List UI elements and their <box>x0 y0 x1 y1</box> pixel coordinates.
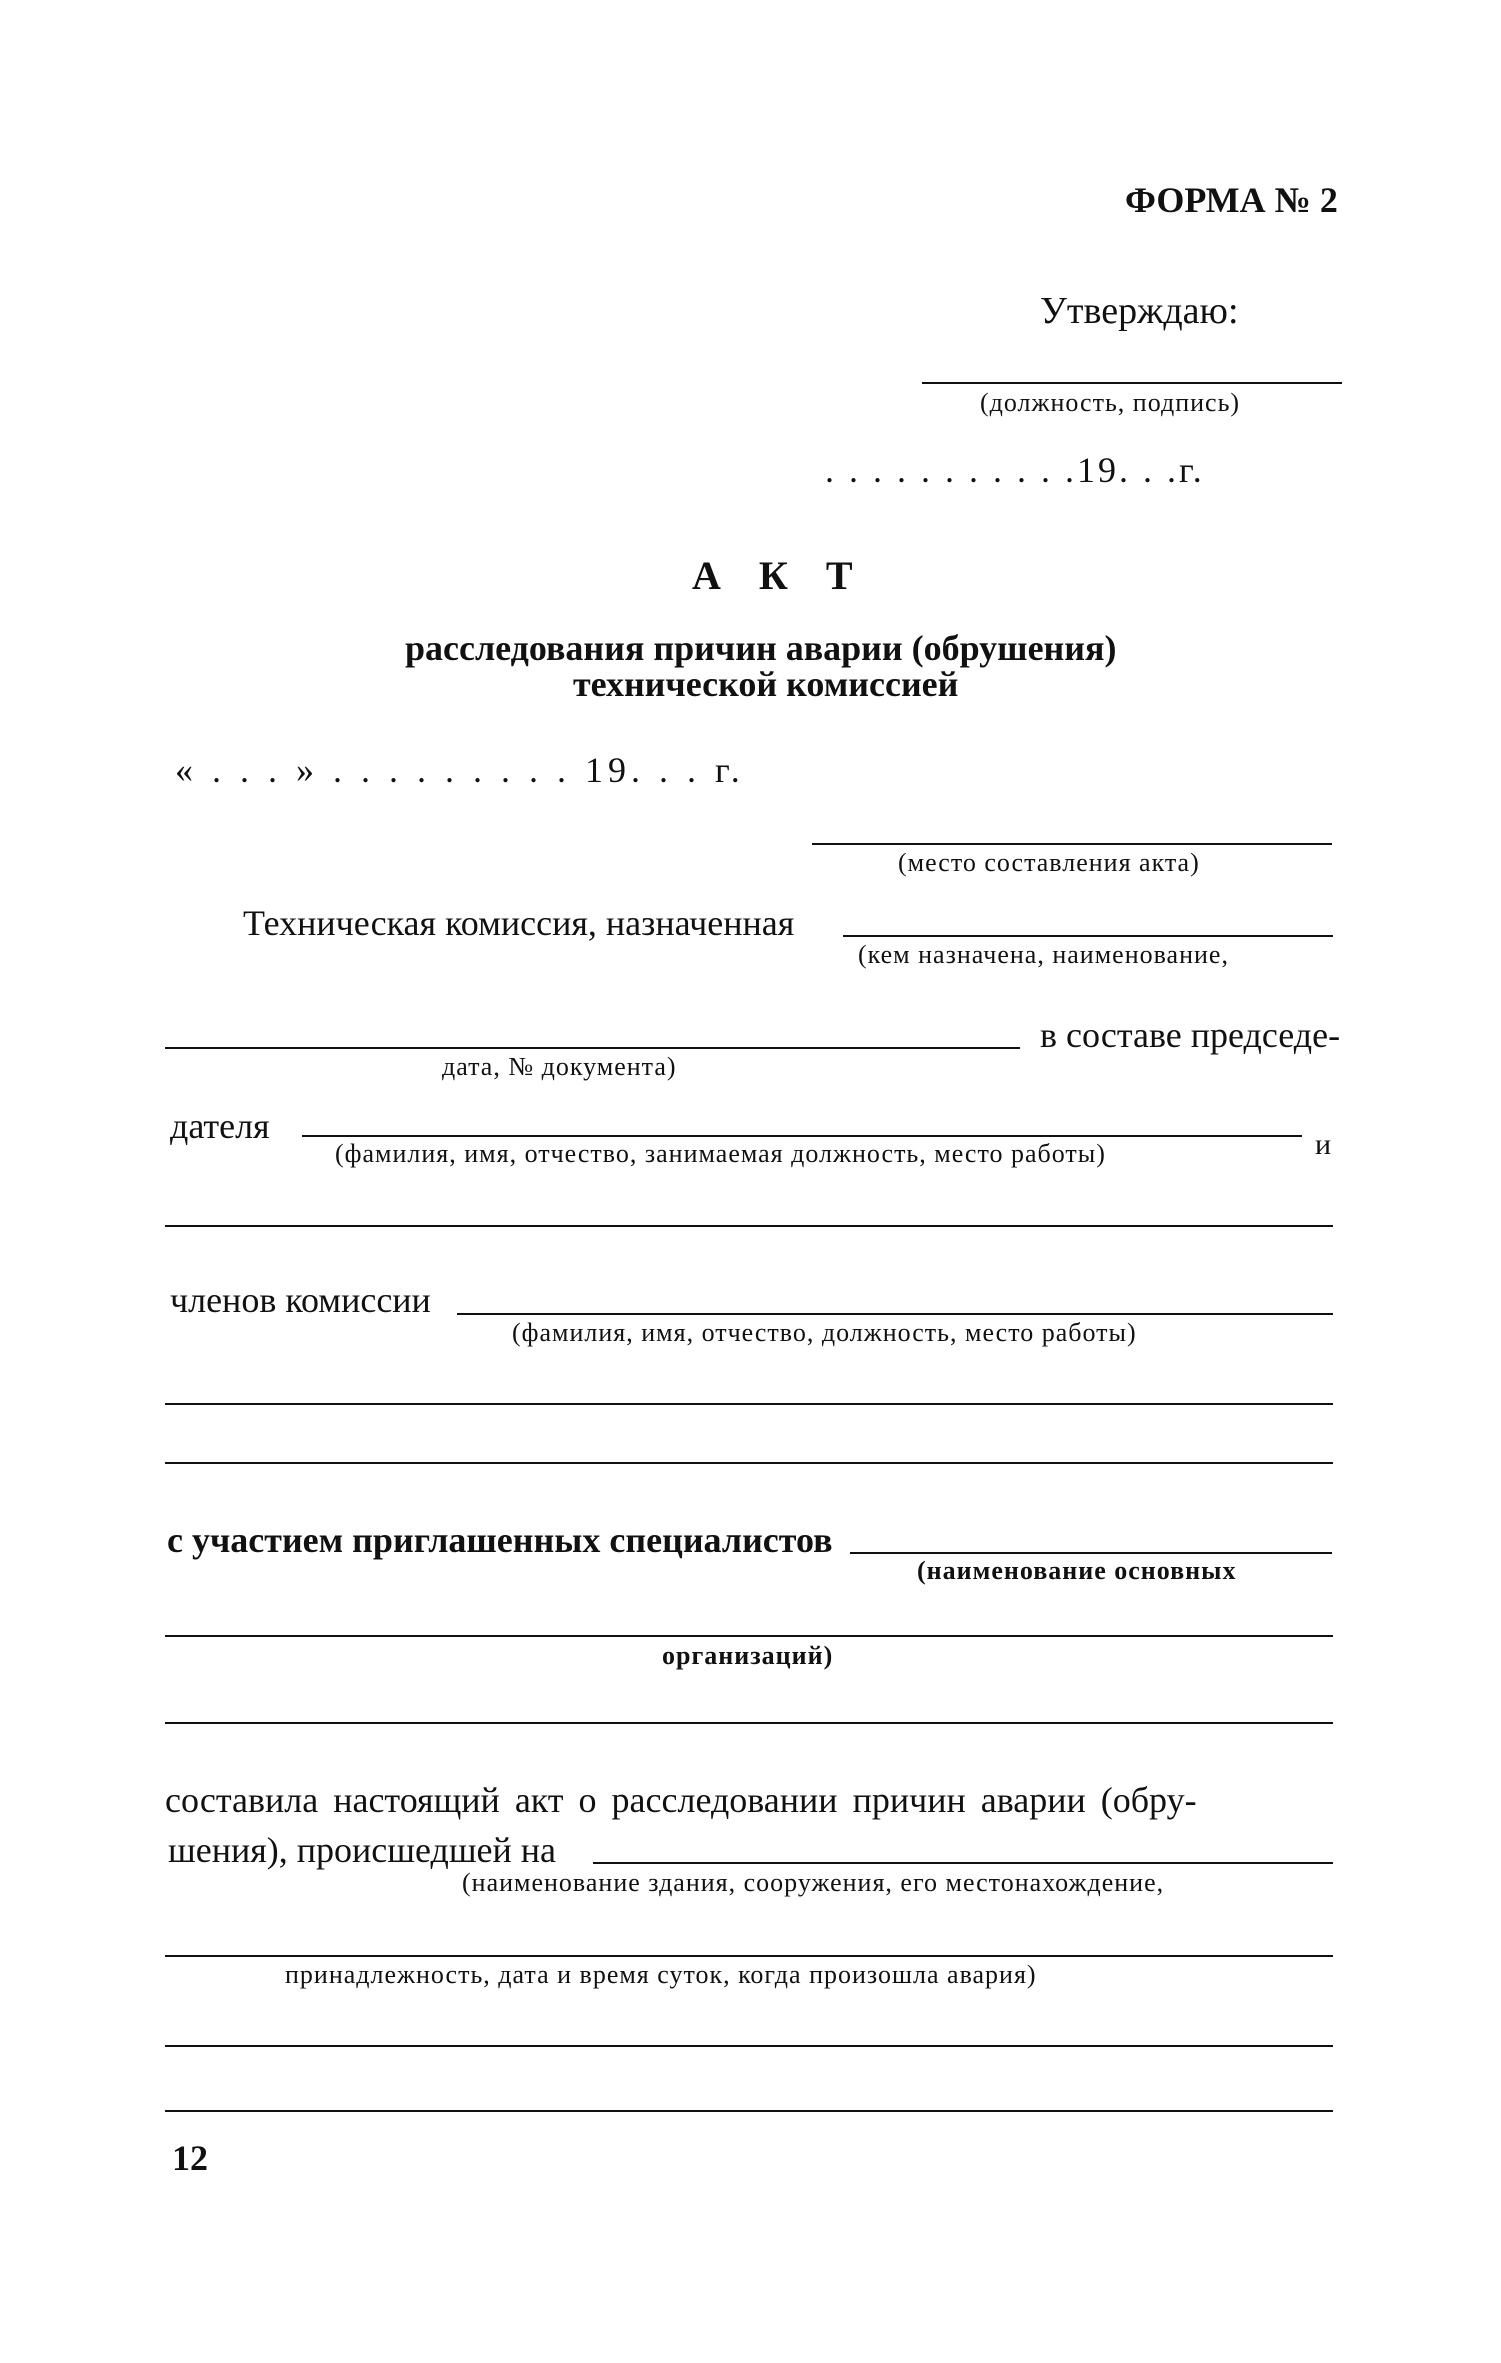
specialists-caption-1: (наименование основных <box>917 1556 1237 1585</box>
signature-line[interactable] <box>922 382 1342 384</box>
act-title: А К Т <box>692 553 867 598</box>
object-line-3[interactable] <box>165 2045 1333 2047</box>
specialists-caption-2: организаций) <box>662 1641 834 1670</box>
approve-label: Утверждаю: <box>1040 290 1239 332</box>
act-date: « . . . » . . . . . . . . . 19. . . г. <box>175 750 745 790</box>
object-line[interactable] <box>593 1862 1333 1864</box>
chairman-label: дателя <box>170 1106 270 1146</box>
form-number: ФОРМА № 2 <box>1125 180 1338 220</box>
chairman-caption: (фамилия, имя, отчество, занимаемая должность, место работы) <box>335 1139 1106 1168</box>
and-label: и <box>1315 1128 1332 1161</box>
appointed-by-caption: (кем назначена, наименование, <box>858 940 1229 969</box>
object-line-2[interactable] <box>165 1955 1333 1957</box>
appointed-by-line[interactable] <box>843 935 1333 937</box>
members-label: членов комиссии <box>170 1280 431 1320</box>
compiled-line-2: шения), происшедшей на <box>168 1830 557 1870</box>
act-subtitle-line2: технической комиссией <box>573 664 959 704</box>
specialists-label: с участием приглашенных специалистов <box>167 1520 833 1560</box>
document-caption: дата, № документа) <box>442 1052 677 1081</box>
object-line-4[interactable] <box>165 2110 1333 2112</box>
compiled-line-1: составила настоящий акт о расследовании причин аварии (обру- <box>165 1780 1197 1820</box>
members-line-3[interactable] <box>165 1462 1333 1464</box>
chairman-line-2[interactable] <box>165 1225 1333 1227</box>
members-line-2[interactable] <box>165 1403 1333 1405</box>
members-line[interactable] <box>457 1313 1333 1315</box>
place-caption: (место составления акта) <box>898 848 1200 877</box>
place-line[interactable] <box>812 843 1332 845</box>
object-caption-1: (наименование здания, сооружения, его местонахождение, <box>462 1868 1165 1897</box>
act-subtitle-line1: расследования причин аварии (обрушения) <box>405 628 1117 668</box>
position-signature-caption: (должность, подпись) <box>980 388 1241 417</box>
specialists-line-3[interactable] <box>165 1722 1333 1724</box>
specialists-line[interactable] <box>850 1552 1332 1554</box>
members-caption: (фамилия, имя, отчество, должность, место работы) <box>512 1318 1137 1347</box>
chairman-line[interactable] <box>302 1135 1302 1137</box>
object-caption-2: принадлежность, дата и время суток, когда произошла авария) <box>285 1960 1037 1989</box>
commission-label: Техническая комиссия, назначенная <box>243 903 795 943</box>
approve-date: . . . . . . . . . . .19. . .г. <box>825 450 1205 490</box>
page-number: 12 <box>172 2138 208 2178</box>
composition-label: в составе председе- <box>1040 1015 1341 1055</box>
specialists-line-2[interactable] <box>165 1635 1333 1637</box>
document-line[interactable] <box>165 1047 1020 1049</box>
